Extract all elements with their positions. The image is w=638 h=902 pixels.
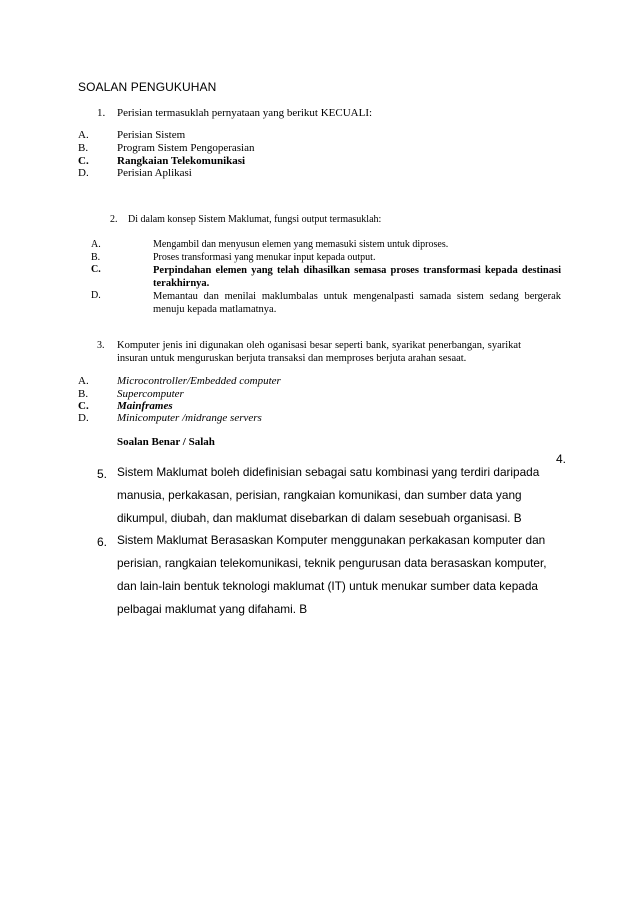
q1-option-c-text: Rangkaian Telekomunikasi [117, 155, 246, 167]
q5-text: Sistem Maklumat boleh didefinisian sebagai satu kombinasi yang terdiri daripada manusia, perkakasan, perisian, rangkaian komunikasi, dan sumber data yang dikumpul, diubah, dan maklumat disebarkan di dalam sesebuah organisasi. B [117, 465, 540, 525]
q3-text: Komputer jenis ini digunakan oleh oganisasi besar seperti bank, syarikat penerbangan, syarikat insuran untuk menguruskan berjuta transaksi dan memproses berjuta arahan sesaat. [117, 340, 521, 364]
q3-option-a-letter: A. [78, 375, 89, 387]
q2-option-d-text: Memantau dan menilai maklumbalas untuk mengenalpasti samada sistem sedang bergerak menuju kepada matlamatnya. [153, 291, 561, 315]
q3-option-d-text: Minicomputer /midrange servers [117, 412, 262, 424]
q3-option-d-letter: D. [78, 412, 89, 424]
q1-text: Perisian termasuklah pernyataan yang berikut KECUALI: [117, 107, 373, 119]
q2-text: Di dalam konsep Sistem Maklumat, fungsi output termasuklah: [128, 214, 382, 225]
q1-option-c-letter: C. [78, 155, 89, 167]
q1-option-a-text: Perisian Sistem [117, 129, 186, 141]
q5-number: 5. [97, 467, 108, 481]
q4-number: 4. [556, 452, 567, 466]
q2-option-b-letter: B. [91, 252, 101, 263]
q2-option-a-text: Mengambil dan menyusun elemen yang memasuki sistem untuk diproses. [153, 239, 449, 250]
q1-option-b-text: Program Sistem Pengoperasian [117, 142, 255, 154]
true-false-section-title: Soalan Benar / Salah [117, 436, 215, 448]
q2-number: 2. [110, 214, 118, 225]
q1-option-d-text: Perisian Aplikasi [117, 167, 192, 179]
q2-option-c-letter: C. [91, 264, 101, 275]
q1-option-a-letter: A. [78, 129, 89, 141]
q3-number: 3. [97, 340, 105, 351]
q1-number: 1. [97, 107, 106, 119]
q3-option-b-text: Supercomputer [117, 388, 184, 400]
q3-option-c-letter: C. [78, 400, 89, 412]
q6-text: Sistem Maklumat Berasaskan Komputer menggunakan perkakasan komputer dan perisian, rangkaian telekomunikasi, teknik pengurusan data berasaskan komputer, dan lain-lain bentuk teknologi maklumat (IT) untuk menukar sumber data kepada pelbagai maklumat yang difahami. B [117, 533, 547, 616]
q2-option-a-letter: A. [91, 239, 101, 250]
q1-option-d-letter: D. [78, 167, 89, 179]
page-heading: SOALAN PENGUKUHAN [78, 80, 217, 94]
q3-option-b-letter: B. [78, 388, 89, 400]
q2-option-b-text: Proses transformasi yang menukar input kepada output. [153, 252, 376, 263]
q3-option-a-text: Microcontroller/Embedded computer [117, 375, 281, 387]
q2-option-c-text: Perpindahan elemen yang telah dihasilkan semasa proses transformasi kepada destinasi terakhirnya. [153, 265, 561, 289]
q2-option-d-letter: D. [91, 290, 101, 301]
q6-number: 6. [97, 535, 108, 549]
q1-option-b-letter: B. [78, 142, 89, 154]
q3-option-c-text: Mainframes [117, 400, 173, 412]
